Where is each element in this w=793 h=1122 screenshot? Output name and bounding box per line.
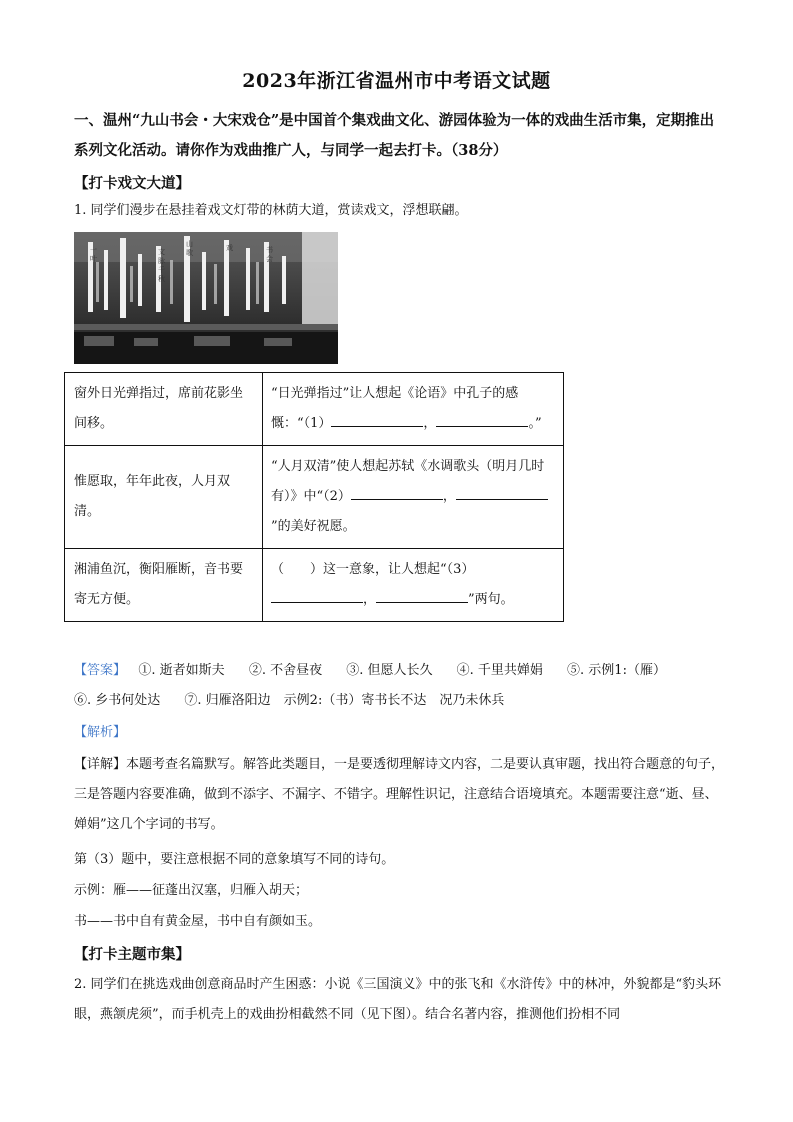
table-row [65, 446, 564, 549]
answer-label: 【答案】 [74, 663, 127, 678]
lantern-sign-char: 一 [90, 246, 97, 254]
lantern-sign-char: 戏 [226, 244, 233, 252]
table-row [65, 549, 564, 622]
lantern-sign-char: 秋 [158, 275, 165, 283]
lantern-sign-char: 脉 [158, 257, 165, 265]
blank-field[interactable] [456, 485, 548, 500]
subheading-theme-market: 【打卡主题市集】 [74, 946, 190, 963]
poem-line: 湘浦鱼沉，衡阳雁断，音书要寄无方便。 [65, 549, 263, 622]
lantern-sign-char: 书 [266, 246, 273, 254]
poem-table [64, 372, 564, 622]
note-question-3: 第（3）题中，要注意根据不同的意象填写不同的诗句。 [74, 852, 395, 867]
subheading-opera-avenue: 【打卡戏文大道】 [74, 175, 190, 192]
answer-block [74, 656, 734, 716]
poem-line: 惟愿取，年年此夜，人月双清。 [65, 446, 263, 549]
question-1-prompt: 1. 同学们漫步在悬挂着戏文灯带的林荫大道，赏读戏文，浮想联翩。 [74, 203, 468, 218]
blank-field[interactable] [351, 485, 443, 500]
answer-item: ②. 不舍昼夜 [248, 663, 323, 678]
blank-field[interactable] [376, 588, 468, 603]
blank-field[interactable] [271, 588, 363, 603]
fill-blank-cell: “人月双清”使人想起苏轼《水调歌头（明月几时有）》中“（2） ，”的美好祝愿。 [263, 446, 564, 549]
example-geese: 示例：雁——征蓬出汉塞，归雁入胡天； [74, 883, 309, 898]
example-book: 书——书中自有黄金屋，书中自有颜如玉。 [74, 914, 322, 929]
detail-text: 【详解】本题考查名篇默写。解答此类题目，一是要透彻理解诗文内容，二是要认真审题，找出符合题意的句子，三是答题内容要准确，做到不添字、不漏字、不错字。理解性识记，注意结合语境填充。本题需要注意“逝、昼、婵娟”这几个字词的书写。 [74, 757, 725, 832]
answer-item: ⑦. 归雁洛阳边 示例2:（书）寄书长不达 况乃未休兵 [184, 693, 505, 708]
page-title: 2023年浙江省温州市中考语文试题 [242, 70, 551, 92]
fill-blank-cell: “日光弹指过”让人想起《论语》中孔子的感慨：“（1） ， 。” [263, 373, 564, 446]
question-2-prompt: 2. 同学们在挑选戏曲创意商品时产生困惑：小说《三国演义》中的张飞和《水浒传》中的林冲，外貌都是“豹头环眼，燕颔虎须”，而手机壳上的戏曲扮相截然不同（见下图）。结合名著内容，推测他们扮相不同 [74, 977, 722, 1022]
poem-line: 窗外日光弹指过，席前花影坐间移。 [65, 373, 263, 446]
lantern-sign-char: 山 [186, 240, 193, 248]
answer-item: ⑥. 乡书何处达 [74, 693, 161, 708]
blank-field[interactable] [331, 412, 423, 427]
answer-item: ①. 逝者如斯夫 [138, 663, 225, 678]
answer-item: ③. 但愿人长久 [346, 663, 433, 678]
street-lanterns-photo [74, 232, 338, 364]
answer-item: ⑤. 示例1:（雁） [567, 663, 666, 678]
lantern-sign-char: 歌 [186, 249, 193, 257]
lantern-sign-char: 会 [266, 255, 273, 263]
blank-field[interactable] [436, 412, 528, 427]
lantern-sign-char: 叶 [90, 255, 97, 263]
analysis-label: 【解析】 [74, 725, 127, 740]
table-row [65, 373, 564, 446]
fill-blank-cell: （ ）这一意象，让人想起“（3）， ”两句。 [263, 549, 564, 622]
answer-item: ④. 千里共婵娟 [456, 663, 543, 678]
lantern-sign-char: 千 [158, 266, 165, 274]
section-heading: 一、温州“九山书会・大宋戏仓”是中国首个集戏曲文化、游园体验为一体的戏曲生活市集，定期推出系列文化活动。请你作为戏曲推广人，与同学一起去打卡。（38分） [74, 112, 715, 159]
lantern-sign-char: 文 [158, 248, 165, 256]
